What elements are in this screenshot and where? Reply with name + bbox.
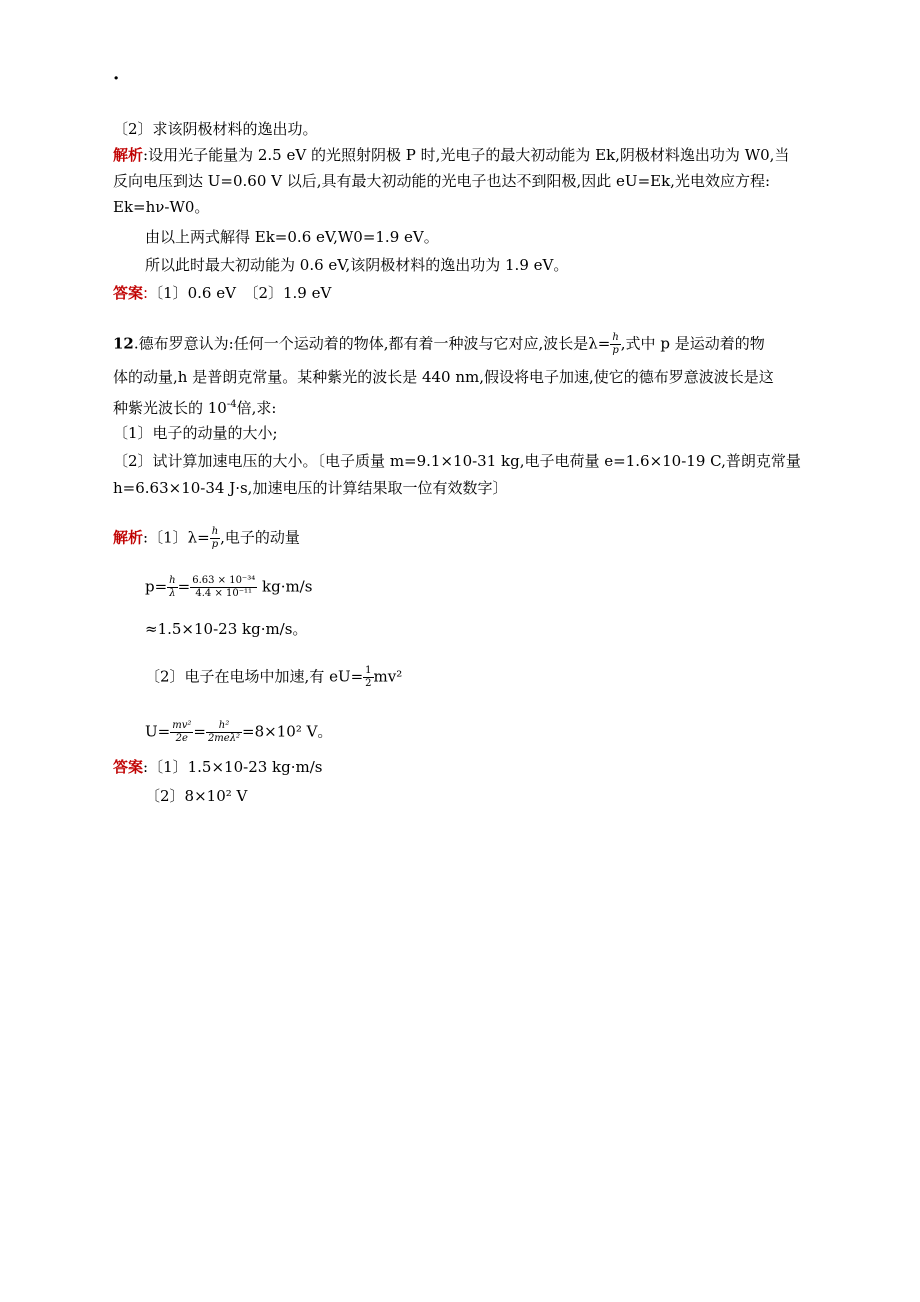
fraction-numerator: 6.63 × 10⁻³⁴ (192, 575, 256, 586)
solution-1-line-5: 所以此时最大初动能为 0.6 eV,该阴极材料的逸出功为 1.9 eV。 (145, 256, 569, 274)
fraction-numerator: mv² (172, 720, 192, 731)
fraction-numeric (190, 575, 257, 600)
solution-1-line-2: 反向电压到达 U=0.60 V 以后,具有最大初动能的光电子也达不到阳极,因此 eU=Ek,光电效应方程: (113, 172, 771, 190)
fraction-numerator: h² (218, 720, 230, 731)
fraction-h-over-p (210, 526, 220, 551)
answer-label: 答案 (113, 758, 144, 776)
lambda-eq: λ= (187, 528, 210, 547)
answer-text: :〔1〕1.5×10-23 kg·m/s (143, 758, 323, 776)
question-number: 12 (113, 334, 134, 353)
fraction-denominator: p (210, 538, 220, 551)
equals-sign: = (177, 577, 191, 596)
question-text: 倍,求: (236, 399, 277, 417)
solution-2-line-1 (113, 526, 300, 551)
question-text: ,式中 p 是运动着的物 (620, 334, 765, 353)
lambda-eq: λ= (588, 334, 611, 353)
solution-1-line-1 (113, 145, 789, 165)
fraction-denominator: 2meλ² (207, 733, 241, 744)
u-eq: U= (145, 722, 171, 741)
voltage-result: =8×10² V。 (242, 722, 333, 741)
fraction-denominator: λ (167, 587, 177, 600)
voltage-equation (145, 720, 332, 745)
answer-text: 〔1〕0.6 eV 〔2〕1.9 eV (148, 284, 332, 302)
fraction-h-over-p (610, 332, 620, 357)
fraction-denominator: 4.4 × 10⁻¹¹ (190, 587, 257, 600)
equals-sign: = (193, 722, 206, 741)
momentum-equation (145, 575, 312, 600)
answer-2-line-1 (113, 757, 322, 777)
answer-label: 答案 (113, 284, 144, 302)
solution-2-line-2 (145, 665, 402, 690)
question-part-2: 〔2〕求该阴极材料的逸出功。 (113, 120, 318, 138)
question-12-sub-1: 〔1〕电子的动量的大小; (113, 424, 278, 442)
solution-1-line-4: 由以上两式解得 Ek=0.6 eV,W0=1.9 eV。 (145, 228, 439, 246)
answer-colon: : (143, 284, 149, 302)
answer-1 (113, 283, 331, 303)
fraction-h2-over-2melambda2 (206, 720, 242, 745)
fraction-numerator: h (211, 526, 219, 537)
question-12-line-2: 体的动量,h 是普朗克常量。某种紫光的波长是 440 nm,假设将电子加速,使它的德布罗意波波长是这 (113, 368, 774, 386)
fraction-mv2-over-2e (170, 720, 193, 745)
question-text: .德布罗意认为:任何一个运动着的物体,都有着一种波与它对应,波长是 (133, 334, 589, 353)
solution-text: 设用光子能量为 2.5 eV 的光照射阴极 P 时,光电子的最大初动能为 Ek,阴极材料逸出功为 W0,当 (148, 146, 790, 164)
solution-label: 解析 (113, 528, 144, 547)
solution-1-line-3: Ek=hν-W0。 (113, 198, 210, 216)
unit: kg·m/s (257, 577, 313, 596)
fraction-denominator: p (610, 344, 620, 357)
fraction-numerator: 1 (365, 665, 372, 676)
question-text: 种紫光波长的 10 (113, 399, 227, 417)
solution-text: 〔2〕电子在电场中加速,有 eU= (145, 667, 364, 686)
fraction-denominator: 2 (365, 678, 372, 689)
solution-label: 解析 (113, 146, 144, 164)
question-12-sub-2-cont: h=6.63×10-34 J·s,加速电压的计算结果取一位有效数字〕 (113, 479, 508, 497)
solution-text: ,电子的动量 (220, 528, 300, 547)
exponent: -4 (226, 399, 237, 410)
p-eq: p= (145, 577, 168, 596)
fraction-one-half (363, 665, 373, 690)
fraction-h-over-lambda (167, 575, 177, 600)
fraction-denominator: 2e (170, 732, 193, 745)
question-12-line-1 (113, 332, 765, 357)
solution-text: :〔1〕 (143, 528, 188, 547)
page-dot: · (113, 68, 120, 89)
solution-text: mv² (373, 667, 403, 686)
question-12-sub-2: 〔2〕试计算加速电压的大小。〔电子质量 m=9.1×10-31 kg,电子电荷量 e=1.6×10-19 C,普朗克常量 (113, 452, 801, 470)
question-12-line-3 (113, 395, 276, 418)
fraction-numerator: h (169, 575, 176, 586)
solution-text: : (143, 146, 149, 164)
fraction-numerator: h (612, 332, 619, 343)
momentum-result: ≈1.5×10-23 kg·m/s。 (145, 620, 308, 638)
answer-2-line-2: 〔2〕8×10² V (145, 787, 248, 805)
